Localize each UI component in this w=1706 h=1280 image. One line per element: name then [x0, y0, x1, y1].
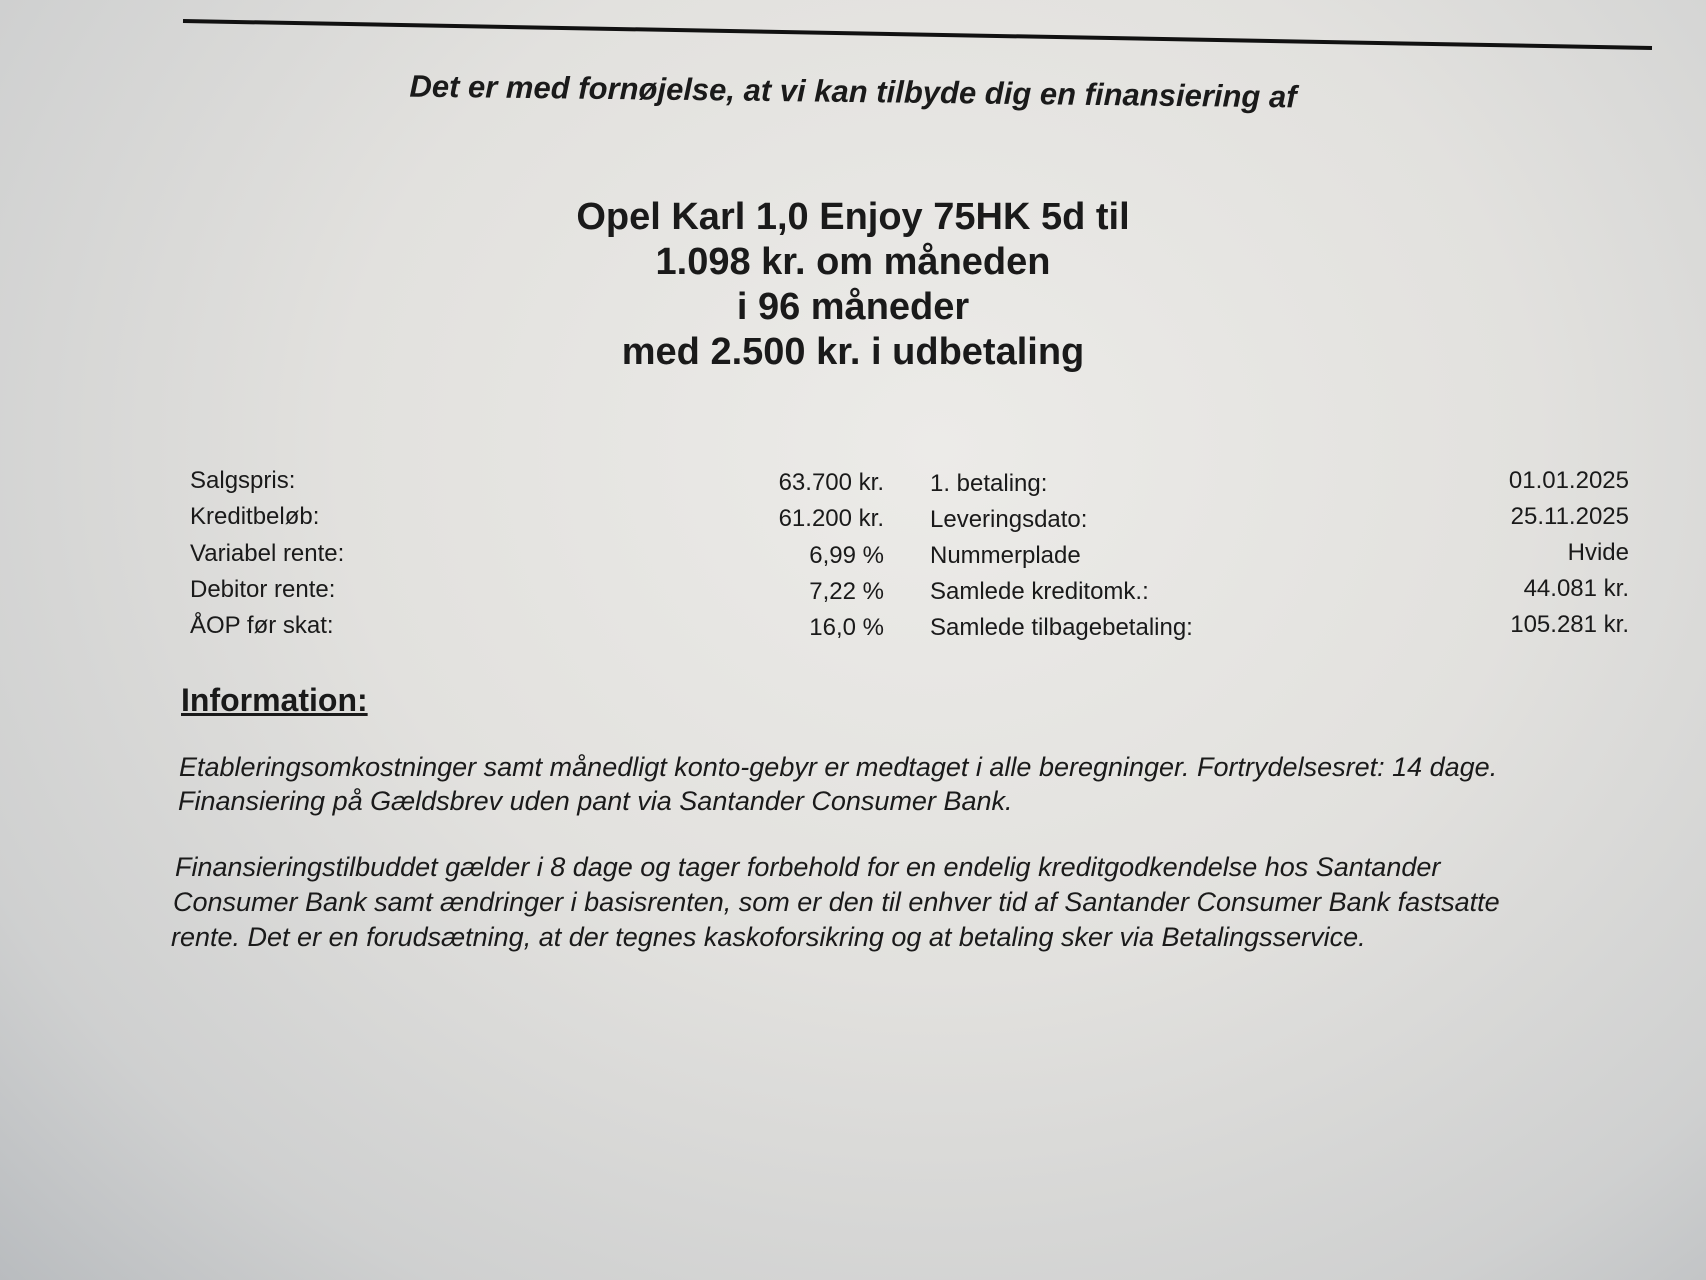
- detail-label: Nummerplade: [930, 542, 1081, 569]
- offer-headline-1: Opel Karl 1,0 Enjoy 75HK 5d til: [576, 196, 1130, 238]
- info-paragraph-2-line-1: Finansieringstilbuddet gælder i 8 dage og tager forbehold for en endelig kreditgodkendelse hos Santander: [175, 852, 1441, 882]
- detail-label: ÅOP før skat:: [190, 612, 334, 639]
- detail-label: 1. betaling:: [930, 470, 1048, 497]
- offer-headline-3: i 96 måneder: [736, 286, 970, 328]
- detail-value: 16,0 %: [809, 614, 884, 641]
- detail-label: Samlede kreditomk.:: [930, 578, 1149, 605]
- detail-value: 01.01.2025: [1508, 467, 1629, 494]
- info-paragraph-1-line-1: Etableringsomkostninger samt månedligt konto-gebyr er medtaget i alle beregninger. Fortrydelsesret: 14 dage.: [179, 752, 1498, 782]
- detail-label: Leveringsdato:: [930, 506, 1088, 533]
- info-paragraph-1-line-2: Finansiering på Gældsbrev uden pant via Santander Consumer Bank.: [178, 786, 1013, 816]
- header-rule: [0, 0, 1706, 60]
- detail-value: 105.281 kr.: [1510, 611, 1629, 638]
- detail-value: 63.700 kr.: [778, 469, 884, 496]
- detail-value: 61.200 kr.: [778, 505, 884, 532]
- detail-label: Kreditbeløb:: [190, 503, 320, 530]
- detail-value: 44.081 kr.: [1523, 575, 1629, 602]
- offer-headline-2: 1.098 kr. om måneden: [655, 241, 1051, 283]
- offer-headline-4: med 2.500 kr. i udbetaling: [621, 331, 1085, 373]
- detail-label: Samlede tilbagebetaling:: [930, 614, 1193, 641]
- info-paragraph-2-line-3: rente. Det er en forudsætning, at der tegnes kaskoforsikring og at betaling sker via Betalingsservice.: [171, 922, 1366, 952]
- intro-text: Det er med fornøjelse, at vi kan tilbyde dig en finansiering af: [409, 68, 1297, 115]
- detail-label: Salgspris:: [190, 467, 296, 494]
- detail-value: 7,22 %: [809, 578, 884, 605]
- detail-value: 6,99 %: [809, 542, 884, 569]
- detail-value: Hvide: [1567, 539, 1629, 566]
- information-heading: Information:: [181, 682, 368, 718]
- detail-value: 25.11.2025: [1510, 503, 1629, 530]
- detail-label: Variabel rente:: [190, 540, 345, 567]
- detail-label: Debitor rente:: [190, 576, 336, 603]
- info-paragraph-2-line-2: Consumer Bank samt ændringer i basisrenten, som er den til enhver tid af Santander Consumer Bank fastsatte: [173, 887, 1500, 917]
